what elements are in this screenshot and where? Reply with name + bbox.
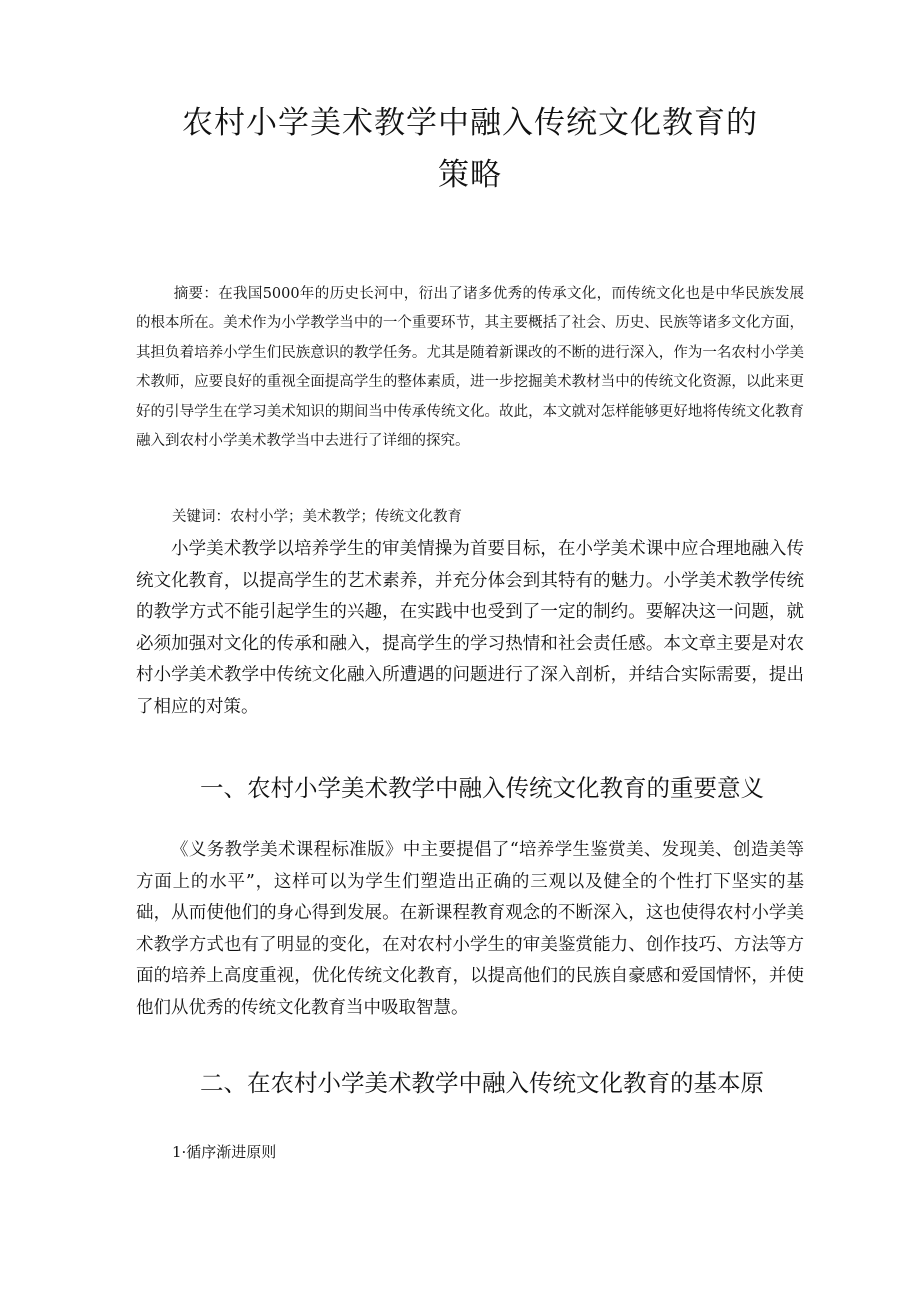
- section-1-paragraph: 《义务教学美术课程标准版》中主要提倡了“培养学生鉴赏美、发现美、创造美等方面上的水平”，这样可以为学生们塑造出正确的三观以及健全的个性打下坚实的基础，从而使他们的身心得到发展。在新课程教育观念的不断深入，这也使得农村小学美术教学方式也有了明显的变化，在对农村小学生的审美鉴赏能力、创作技巧、方法等方面的培养上高度重视，优化传统文化教育，以提高他们的民族自豪感和爱国情怀，并使他们从优秀的传统文化教育当中吸取智慧。: [136, 840, 804, 1018]
- abstract-paragraph: 摘要：在我国5000年的历史长河中，衍出了诸多优秀的传承文化，而传统文化也是中华民族发展的根本所在。美术作为小学教学当中的一个重要环节，其主要概括了社会、历史、民族等诸多文化方面，其担负着培养小学生们民族意识的教学任务。尤其是随着新课改的不断的进行深入，作为一名农村小学美术教师，应要良好的重视全面提高学生的整体素质，进一步挖掘美术教材当中的传统文化资源，以此来更好的引导学生在学习美术知识的期间当中传承传统文化。故此，本文就对怎样能够更好地将传统文化教育融入到农村小学美术教学当中去进行了详细的探究。: [136, 286, 804, 450]
- section-1-heading: 一、农村小学美术教学中融入传统文化教育的重要意义: [200, 774, 764, 802]
- document-title-line-2: 策略: [438, 157, 502, 193]
- document-title-line-1: 农村小学美术教学中融入传统文化教育的: [182, 105, 758, 141]
- subsection-1-heading: 1·循序渐进原则: [172, 1143, 277, 1161]
- intro-paragraph: 小学美术教学以培养学生的审美情操为首要目标，在小学美术课中应合理地融入传统文化教育，以提高学生的艺术素养，并充分体会到其特有的魅力。小学美术教学传统的教学方式不能引起学生的兴趣，在实践中也受到了一定的制约。要解决这一问题，就必须加强对文化的传承和融入，提高学生的学习热情和社会责任感。本文章主要是对农村小学美术教学中传统文化融入所遭遇的问题进行了深入剖析，并结合实际需要，提出了相应的对策。: [136, 539, 804, 717]
- section-2-heading: 二、在农村小学美术教学中融入传统文化教育的基本原: [200, 1069, 764, 1097]
- keywords-line: 关键词：农村小学；美术教学；传统文化教育: [172, 509, 462, 525]
